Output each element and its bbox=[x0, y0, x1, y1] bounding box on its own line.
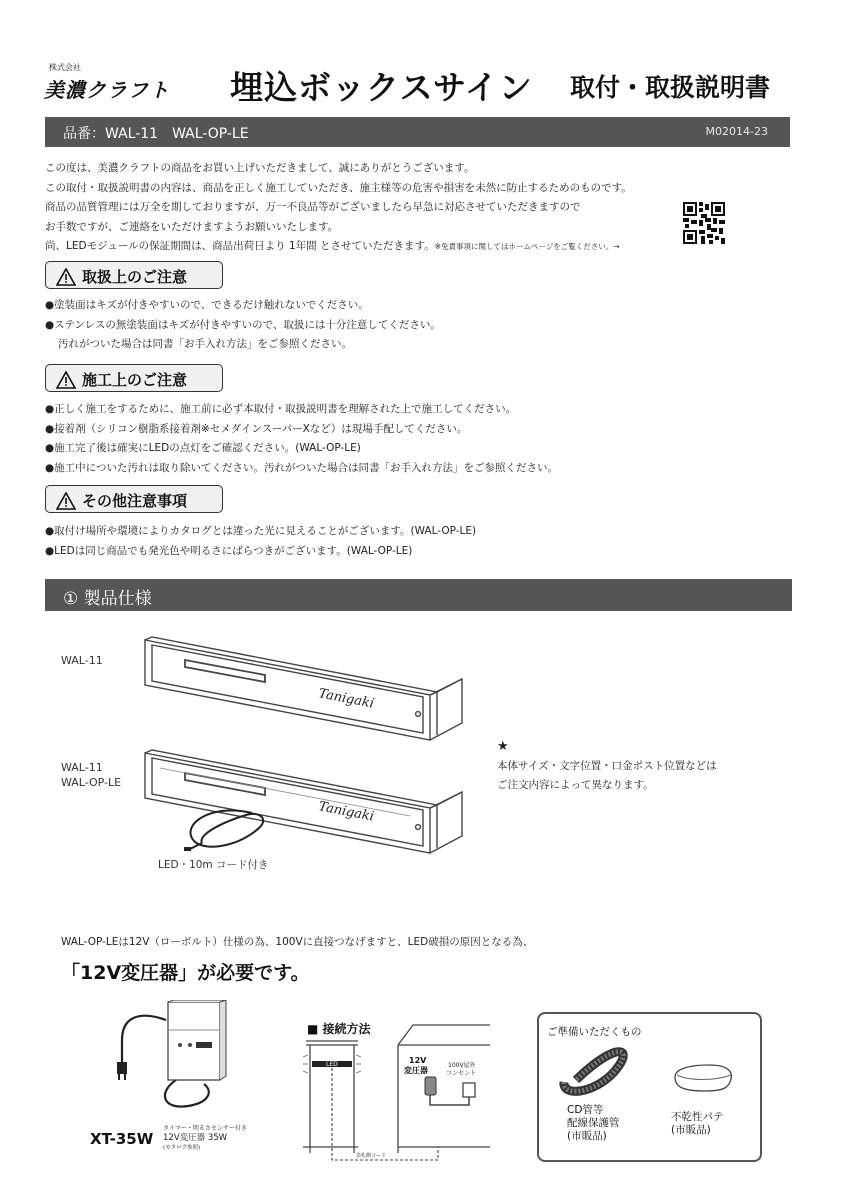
model-label: WAL-11 bbox=[61, 761, 103, 774]
prep-item-line: 配線保護管 bbox=[567, 1117, 620, 1129]
cord-side-label: 表札側コード bbox=[356, 1153, 387, 1159]
model-label: WAL-OP-LE bbox=[61, 776, 122, 789]
sign-lettering: Tanigaki bbox=[317, 799, 376, 825]
warranty-line bbox=[45, 237, 685, 257]
voltage-warning: WAL-OP-LEは12V（ローボルト）仕様の為、100Vに直接つなげますと、LED破損の原因となる為、 bbox=[61, 936, 534, 948]
star-note-line: ご注文内容によって異なります。 bbox=[497, 779, 654, 791]
list-item: ●施工完了後は確実にLEDの点灯をご確認ください。(WAL-OP-LE) bbox=[45, 442, 361, 454]
outlet-label: コンセント bbox=[446, 1070, 477, 1077]
caution-install-title: 施工上のご注意 bbox=[82, 371, 188, 389]
sign-illustration-wal11 bbox=[140, 635, 470, 745]
transformer-label: 変圧器 bbox=[404, 1066, 428, 1075]
caution-handling-heading bbox=[45, 261, 223, 289]
star-note bbox=[497, 740, 717, 795]
warning-icon bbox=[56, 371, 76, 389]
list-item: 汚れがついた場合は同書「お手入れ方法」をご参照ください。 bbox=[58, 338, 352, 350]
warranty-note: ※免責事項に関してはホームページをご覧ください。→ bbox=[434, 242, 620, 252]
intro-line: 商品の品質管理には万全を期しておりますが、万一不良品等がございましたら早急に対応させていただきますので bbox=[45, 201, 581, 214]
cord-label: LED・10m コード付き bbox=[158, 859, 269, 871]
qr-code-icon[interactable] bbox=[683, 202, 725, 244]
transformer-required: 「12V変圧器」が必要です。 bbox=[61, 962, 310, 984]
connection-method-title: ■ 接続方法 bbox=[307, 1022, 371, 1036]
caution-handling-title: 取扱上のご注意 bbox=[82, 268, 188, 286]
prep-item-putty bbox=[671, 1111, 724, 1137]
transformer-desc-line: タイマー・明るさセンサー付き bbox=[163, 1125, 247, 1132]
sign-lettering: Tanigaki bbox=[317, 686, 376, 712]
transformer-illustration bbox=[108, 1000, 228, 1115]
document-code: M02014-23 bbox=[705, 125, 768, 138]
prep-item-line: CD管等 bbox=[567, 1104, 604, 1116]
led-cord-illustration bbox=[180, 805, 270, 853]
model-label-wal11-led bbox=[61, 760, 121, 790]
warranty-text: 尚、LEDモジュールの保証期間は、商品出荷日より 1年間 とさせていただきます。 bbox=[45, 240, 435, 253]
intro-line: この取付・取扱説明書の内容は、商品を正しく施工していただき、施主様等の危害や損害を未然に防止するためのものです。 bbox=[45, 181, 632, 194]
intro-line: お手数ですが、ご連絡をいただけますようお願いいたします。 bbox=[45, 220, 339, 233]
list-item: ●塗装面はキズが付きやすいので、できるだけ触れないでください。 bbox=[45, 299, 369, 311]
prep-item-line: (市販品) bbox=[567, 1130, 607, 1142]
caution-other-list bbox=[45, 522, 476, 561]
prep-item-conduit bbox=[567, 1104, 620, 1143]
warning-icon bbox=[56, 492, 76, 510]
page-title: 埋込ボックスサイン bbox=[230, 68, 533, 107]
transformer-description bbox=[163, 1124, 247, 1153]
connection-diagram bbox=[298, 1015, 493, 1165]
conduit-pipe-icon bbox=[554, 1042, 634, 1102]
prep-item-line: (市販品) bbox=[671, 1124, 711, 1136]
warning-icon bbox=[56, 268, 76, 286]
prep-item-line: 不乾性パテ bbox=[671, 1111, 724, 1123]
list-item: ●ステンレスの無塗装面はキズが付きやすいので、取扱には十分注意してください。 bbox=[45, 318, 441, 331]
page-subtitle: 取付・取扱説明書 bbox=[570, 73, 771, 102]
model-label-wal11: WAL-11 bbox=[61, 654, 103, 667]
star-icon: ★ bbox=[497, 739, 509, 754]
caution-install-list bbox=[45, 400, 558, 478]
putty-icon bbox=[669, 1059, 739, 1099]
company-small-label: 株式会社 bbox=[49, 63, 81, 72]
section-title: ① 製品仕様 bbox=[63, 589, 152, 609]
list-item: ●LEDは同じ商品でも発光色や明るさにばらつきがございます。(WAL-OP-LE) bbox=[45, 544, 413, 557]
led-label: LED bbox=[326, 1061, 338, 1068]
transformer-desc-line: 12V変圧器 35W bbox=[163, 1133, 228, 1143]
caution-install-heading bbox=[45, 364, 223, 392]
caution-other-heading bbox=[45, 485, 223, 513]
prep-title: ご準備いただくもの bbox=[547, 1026, 642, 1038]
section-product-spec-bar bbox=[45, 579, 792, 611]
product-number-bar bbox=[45, 117, 790, 147]
transformer-desc-line: (カタログ参照) bbox=[163, 1145, 201, 1151]
caution-handling-list bbox=[45, 296, 441, 355]
intro-text bbox=[45, 159, 685, 257]
voltage-label: 12V bbox=[409, 1056, 427, 1065]
list-item: ●取付け場所や環境によりカタログとは違った光に見えることがございます。(WAL-OP-LE) bbox=[45, 525, 477, 537]
list-item: ●正しく施工をするために、施工前に必ず本取付・取扱説明書を理解された上で施工してください。 bbox=[45, 403, 517, 415]
star-note-line: 本体サイズ・文字位置・口金ポスト位置などは bbox=[497, 760, 717, 772]
product-number: 品番：WAL-11 WAL-OP-LE bbox=[63, 126, 249, 142]
company-logo: 美濃クラフト bbox=[44, 78, 170, 102]
outlet-label: 100V屋外 bbox=[448, 1062, 476, 1069]
transformer-model: XT-35W bbox=[90, 1130, 154, 1148]
list-item: ●施工中についた汚れは取り除いてください。汚れがついた場合は同書「お手入れ方法」をご参照ください。 bbox=[45, 461, 558, 474]
list-item: ●接着剤（シリコン樹脂系接着剤※セメダインスーパーXなど）は現場手配してください。 bbox=[45, 422, 468, 435]
intro-line: この度は、美濃クラフトの商品をお買い上げいただきまして、誠にありがとうございます。 bbox=[45, 162, 475, 174]
prep-items-box bbox=[537, 1012, 762, 1162]
caution-other-title: その他注意事項 bbox=[82, 492, 188, 510]
